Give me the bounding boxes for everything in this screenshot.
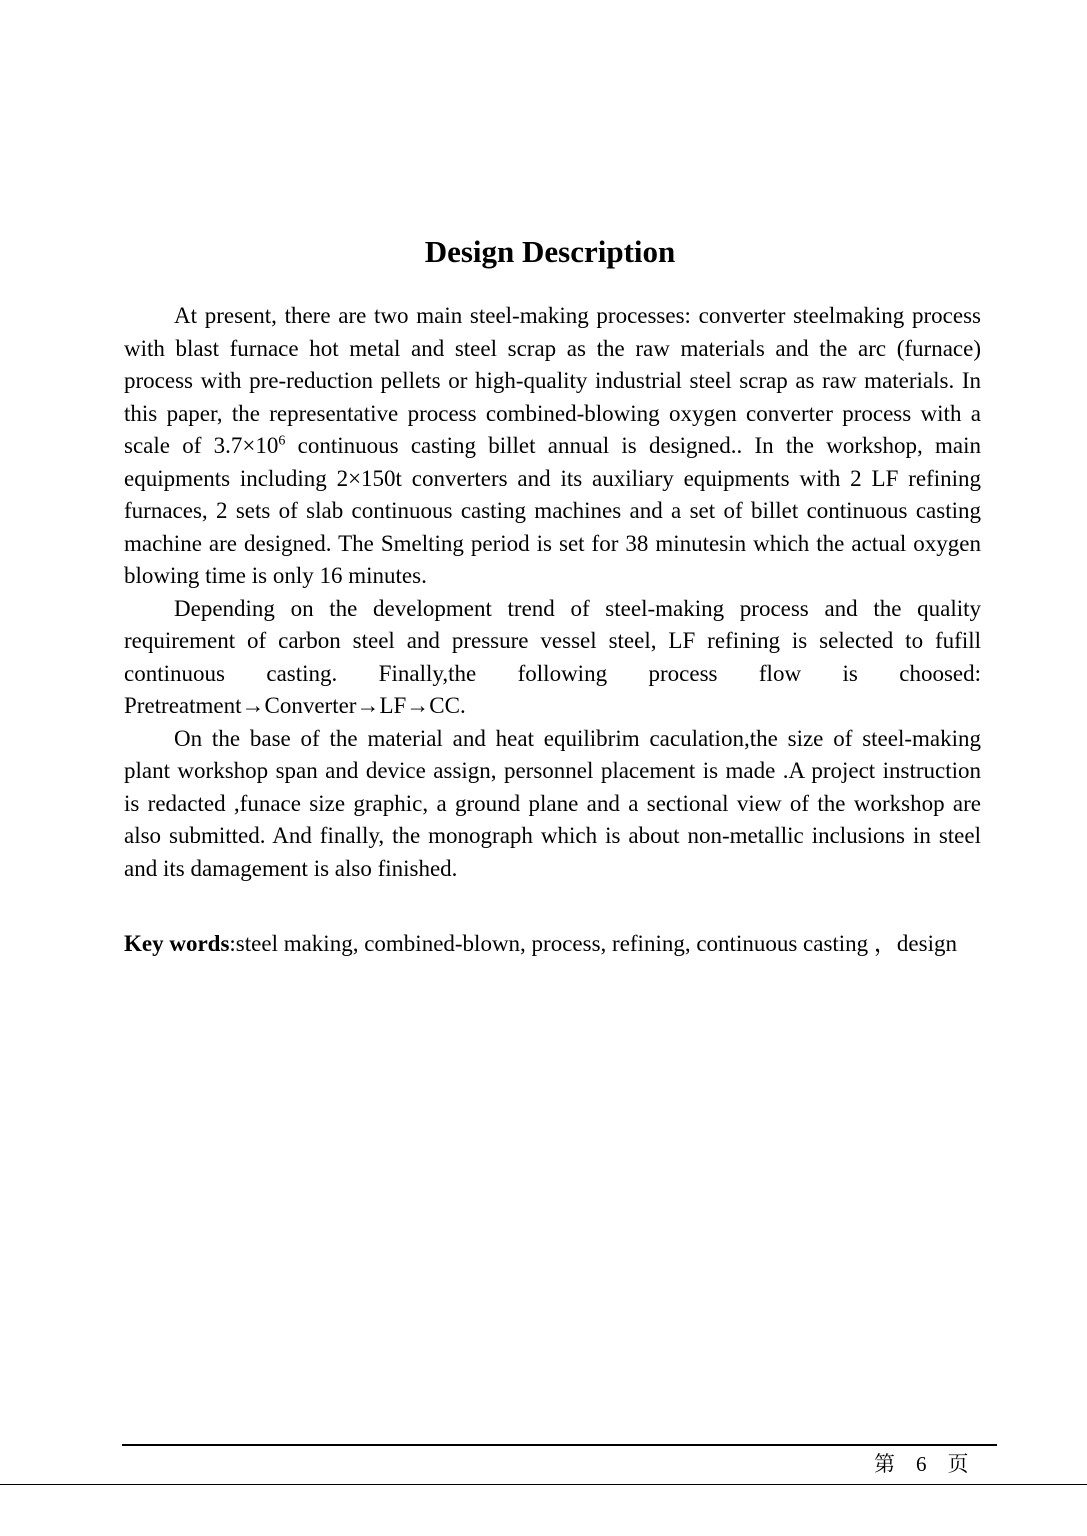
footer-divider [122,1444,997,1446]
paragraph-1-text-end: continuous casting billet annual is designed.. In the workshop, main equipments including 2×150t converters and its auxiliary equipments with 2 LF refining furnaces, 2 sets of slab continuous casting machines and a set of billet continuous casting machine are designed. The Smelting period is set for 38 minutesin which the actual oxygen blowing time is only 16 minutes. [124,433,981,588]
abstract-body [124,300,981,885]
paragraph-2: Depending on the development trend of steel-making process and the quality requirement of carbon steel and pressure vessel steel, LF refining is selected to fufill continuous casting. Finally,the following process flow is choosed: Pretreatment→Converter→LF→CC. [124,595,981,718]
keywords-value: :steel making, combined-blown, process, refining, continuous casting ，design [229,931,957,956]
paragraph-1-text-start: At present, there are two main steel-making processes: converter steelmaking process with blast furnace hot metal and steel scrap as the raw materials and the arc (furnace) process with pre-reduction pellets or high-quality industrial steel scrap as raw materials. In this paper, the representative process combined-blowing oxygen converter process with a scale of 3.7×10 [124,303,981,458]
keywords-label: Key words [124,931,230,956]
exponent-superscript: 6 [278,433,286,449]
page-number: 第 6 页 [874,1452,969,1476]
page-bottom-rule [0,1484,1087,1485]
page-title: Design Description [424,234,676,269]
paragraph-1 [124,300,981,593]
paragraph-3: On the base of the material and heat equilibrim caculation,the size of steel-making plant workshop span and device assign, personnel placement is made .A project instruction is redacted ,funace size graphic, a ground plane and a sectional view of the workshop are also submitted. And finally, the monograph which is about non-metallic inclusions in steel and its damagement is also finished. [124,725,981,881]
keywords [124,928,981,961]
